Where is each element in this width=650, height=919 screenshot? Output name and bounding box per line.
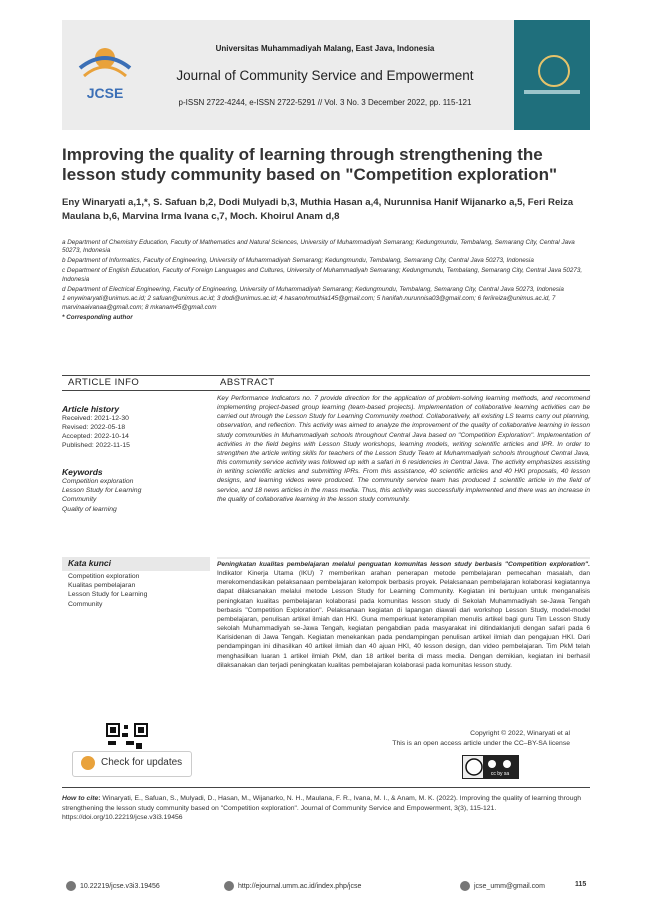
footer-url-text: http://ejournal.umm.ac.id/index.php/jcse bbox=[238, 882, 362, 890]
keywords-heading: Keywords bbox=[62, 467, 103, 477]
how-to-cite-label: How to cite bbox=[62, 795, 99, 802]
abstract-id-body: Indikator Kinerja Utama (IKU) 7 memberikan arahan penerapan metode pembelajaran pemecahan masalah, dan merekomendasikan pelaksanaan pembelajaran kelompok berbasis proyek. Pelaksanaan pembelajaran kolaborasi kegiatannya dapat dilaksanakan melalui metode Lesson Study for Learning Community. Kegiatan ini bertujuan untuk menganalisis peningkatan kualitas pembelajaran kolaborasi pada komunitas lesson study di Sekolah Muhammadiyah se-Jawa Tengah berbasis "Competition Exploration". Pelaksanaan kegiatan di lapangan diawali dari workshop Lesson Study, model-model pembelajaran, penulisan artikel ilmiah dan HKI. Guna memperkuat keterampilan menulis artikel bagi guru Tim Lesson Study sekolah Muhammadiyah se-Jawa Tengah, kegiatan pengabdian pada masyarakat ini ditindaklanjuti dengan safari pada 6 Karisidenan di Jawa Tengah. Kegiatan menekankan pada pendampingan penulisan artikel ilmiah dan pengajuan HKI. Dari pendampingan ini dihasilkan 40 artikel ilmiah dan 40 ajuan HKI, 40 lesson design, dan video pembelajaran. Tim PkM telah menghasilkan luaran 1 artikel ilmiah PkM, dan 18 artikel berita di mass media. Dengan demikian, kegiatan ini berhasil dilaksanakan dan terjadi peningkatan kualitas pembelajaran kolaborasi pada komunitas lesson study. bbox=[217, 570, 590, 669]
affiliations bbox=[62, 239, 587, 324]
keyword: Competition exploration bbox=[62, 478, 134, 485]
history-published: Published: 2022-11-15 bbox=[62, 442, 130, 449]
article-history bbox=[62, 404, 210, 450]
kata-kunci-item: Kualitas pembelajaran bbox=[68, 582, 136, 590]
footer-doi[interactable] bbox=[66, 881, 160, 891]
footer-email-text: jcse_umm@gmail.com bbox=[474, 882, 545, 890]
history-received: Received: 2021-12-30 bbox=[62, 415, 129, 422]
abstract-id-lead: Peningkatan kualitas pembelajaran melalui penguatan komunitas lesson study berbasis "Competition exploration". bbox=[217, 561, 590, 568]
citation-text: Winaryati, E., Safuan, S., Mulyadi, D., Hasan, M., Wijanarko, N. H., Maulana, F. R., Ivana, M. I., & Anam, M. K. (2022). Improving the quality of learning through strengthening the lesson study community based on "Competition exploration". Journal of Community Service and Empowerment, 3(3), 115-121. https://doi.org/10.22219/jcse.v3i3.19456 bbox=[62, 795, 582, 821]
keyword: Community bbox=[62, 496, 97, 504]
check-updates-icon bbox=[81, 756, 95, 770]
issn-line: p-ISSN 2722-4244, e-ISSN 2722-5291 // Vol. 3 No. 3 December 2022, pp. 115-121 bbox=[178, 98, 472, 107]
footer-email[interactable] bbox=[460, 881, 545, 891]
check-updates-label: Check for updates bbox=[101, 757, 183, 768]
footer-doi-text: 10.22219/jcse.v3i3.19456 bbox=[80, 882, 160, 890]
cc-by-sa-icon[interactable] bbox=[462, 755, 519, 779]
affiliation-b: b Department of Informatics, Faculty of Engineering, University of Muhammadiyah Semarang; Kedungmundu, Tembalang, Semarang City, Central Java 50273, Indonesia bbox=[62, 257, 534, 265]
keywords-block bbox=[62, 467, 210, 514]
kata-kunci-item: Lesson Study for Learning bbox=[68, 591, 148, 599]
affiliation-a: a Department of Chemistry Education, Faculty of Mathematics and Natural Sciences, University of Muhammadiyah Semarang; Kedungmundu, Tembalang, Semarang City, Central Java 50273, Indonesia bbox=[62, 239, 575, 255]
logo-text: JCSE bbox=[86, 85, 124, 101]
abstract-indonesian bbox=[217, 560, 590, 670]
journal-cover bbox=[514, 20, 590, 130]
cite-rule bbox=[62, 787, 590, 788]
history-revised: Revised: 2022-05-18 bbox=[62, 424, 126, 431]
kata-kunci-item: Competition exploration bbox=[68, 573, 140, 580]
kata-kunci-block bbox=[62, 558, 210, 609]
abstract-divider bbox=[217, 557, 590, 559]
top-rule bbox=[62, 375, 590, 376]
corresponding-author: * Corresponding author bbox=[62, 313, 133, 321]
abstract-heading: ABSTRACT bbox=[220, 377, 275, 388]
author-list: Eny Winaryati a,1,*, S. Safuan b,2, Dodi Mulyadi b,3, Muthia Hasan a,4, Nurunnisa Hanif Wijanarko a,5, Feri Reiza Maulana b,6, Marvina Irma Ivana c,7, Moch. Khoirul Anam d,8 bbox=[62, 197, 574, 222]
journal-title: Journal of Community Service and Empowerment bbox=[176, 68, 474, 83]
doi-icon bbox=[66, 881, 76, 891]
kata-kunci-heading: Kata kunci bbox=[68, 558, 111, 568]
page-number: 115 bbox=[575, 881, 587, 888]
paper-title: Improving the quality of learning through strengthening the lesson study community based on "Competition exploration" bbox=[62, 145, 558, 184]
article-info-heading: ARTICLE INFO bbox=[68, 377, 140, 388]
affiliation-d: d Department of Electrical Engineering, Faculty of Engineering, University of Muhammadiyah Semarang; Kedungmundu, Tembalang, Semarang City, Central Java 50273, Indonesia bbox=[62, 285, 564, 293]
globe-icon bbox=[224, 881, 234, 891]
copyright-line: Copyright © 2022, Winaryati et al bbox=[470, 730, 570, 737]
heading-rule bbox=[62, 390, 590, 391]
university-line: Universitas Muhammadiyah Malang, East Java, Indonesia bbox=[215, 44, 435, 53]
email-icon bbox=[460, 881, 470, 891]
copyright-notice bbox=[300, 729, 570, 749]
jcse-logo bbox=[70, 28, 140, 108]
abstract-english: Key Performance Indicators no. 7 provide direction for the application of problem-solving learning methods, and recommend implementing project-based group learning (team-based projects). Implementation of collaborative learning activities can be carried out through the Lesson Study for Learning Community method. Collaboratively, all existing LS teams carry out planning, observation, and reflection. This activity was aimed to analyze the improvement of the quality of collaborative learning in lesson study communities in Muhammadiyah schools throughout Central Java based on "Competition Exploration". Implementation of activities in the field begins with Lesson Study workshops, learning models, writing scientific articles and IPR. In order to strengthen the article writing skills for teachers of the Lesson Study Team at Muhammadiyah schools throughout Central Java, this community service activity was followed up with a safari in 6 residencies in Central Java. The activity emphasizes assisting in writing scientific articles and submitting IPRs. From this assistance, 40 scientific articles and 40 HKI proposals, 40 lesson designs, and learning videos were produced. The community service team has produced 1 scientific article in the field of service, and 18 news articles in the mass media. Thus, this activity was successfully implemented and there was an increase in the quality of collaborative learning in the lesson study community. bbox=[217, 395, 590, 503]
license-line: This is an open access article under the CC–BY-SA license bbox=[392, 740, 570, 747]
how-to-cite: How to cite: Winaryati, E., Safuan, S., Mulyadi, D., Hasan, M., Wijanarko, N. H., Maulana, F. R., Ivana, M. I., & Anam, M. K. (2022). Improving the quality of learning through strengthening the lesson study community based on "Competition exploration". Journal of Community Service and Empowerment, 3(3), 115-121. https://doi.org/10.22219/jcse.v3i3.19456 bbox=[62, 795, 582, 821]
footer-url[interactable] bbox=[224, 881, 361, 891]
affiliation-c: c Department of English Education, Faculty of Foreign Languages and Cultures, University of Muhammadiyah Semarang; Kedungmundu, Tembalang, Semarang City, Central Java 50273, Indonesia bbox=[62, 267, 583, 283]
check-for-updates-button[interactable] bbox=[72, 751, 192, 777]
cc-badge-label: cc by sa bbox=[490, 771, 510, 777]
keyword: Quality of learning bbox=[62, 505, 117, 513]
kata-kunci-item: Community bbox=[68, 600, 103, 608]
author-emails: 1 enywinaryati@unimus.ac.id; 2 safuan@unimus.ac.id; 3 dodi@unimus.ac.id; 4 hasanohmuthia145@gmail.com; 5 hanifah.nurunnisa03@gmail.com; 6 feriireiza@unimus.ac.id, 7 marvinaaivanaa@gmail.com; 8 mkanam45@gmail.com bbox=[62, 295, 556, 311]
history-accepted: Accepted: 2022-10-14 bbox=[62, 433, 129, 440]
keyword: Lesson Study for Learning bbox=[62, 487, 142, 495]
history-heading: Article history bbox=[62, 404, 120, 414]
